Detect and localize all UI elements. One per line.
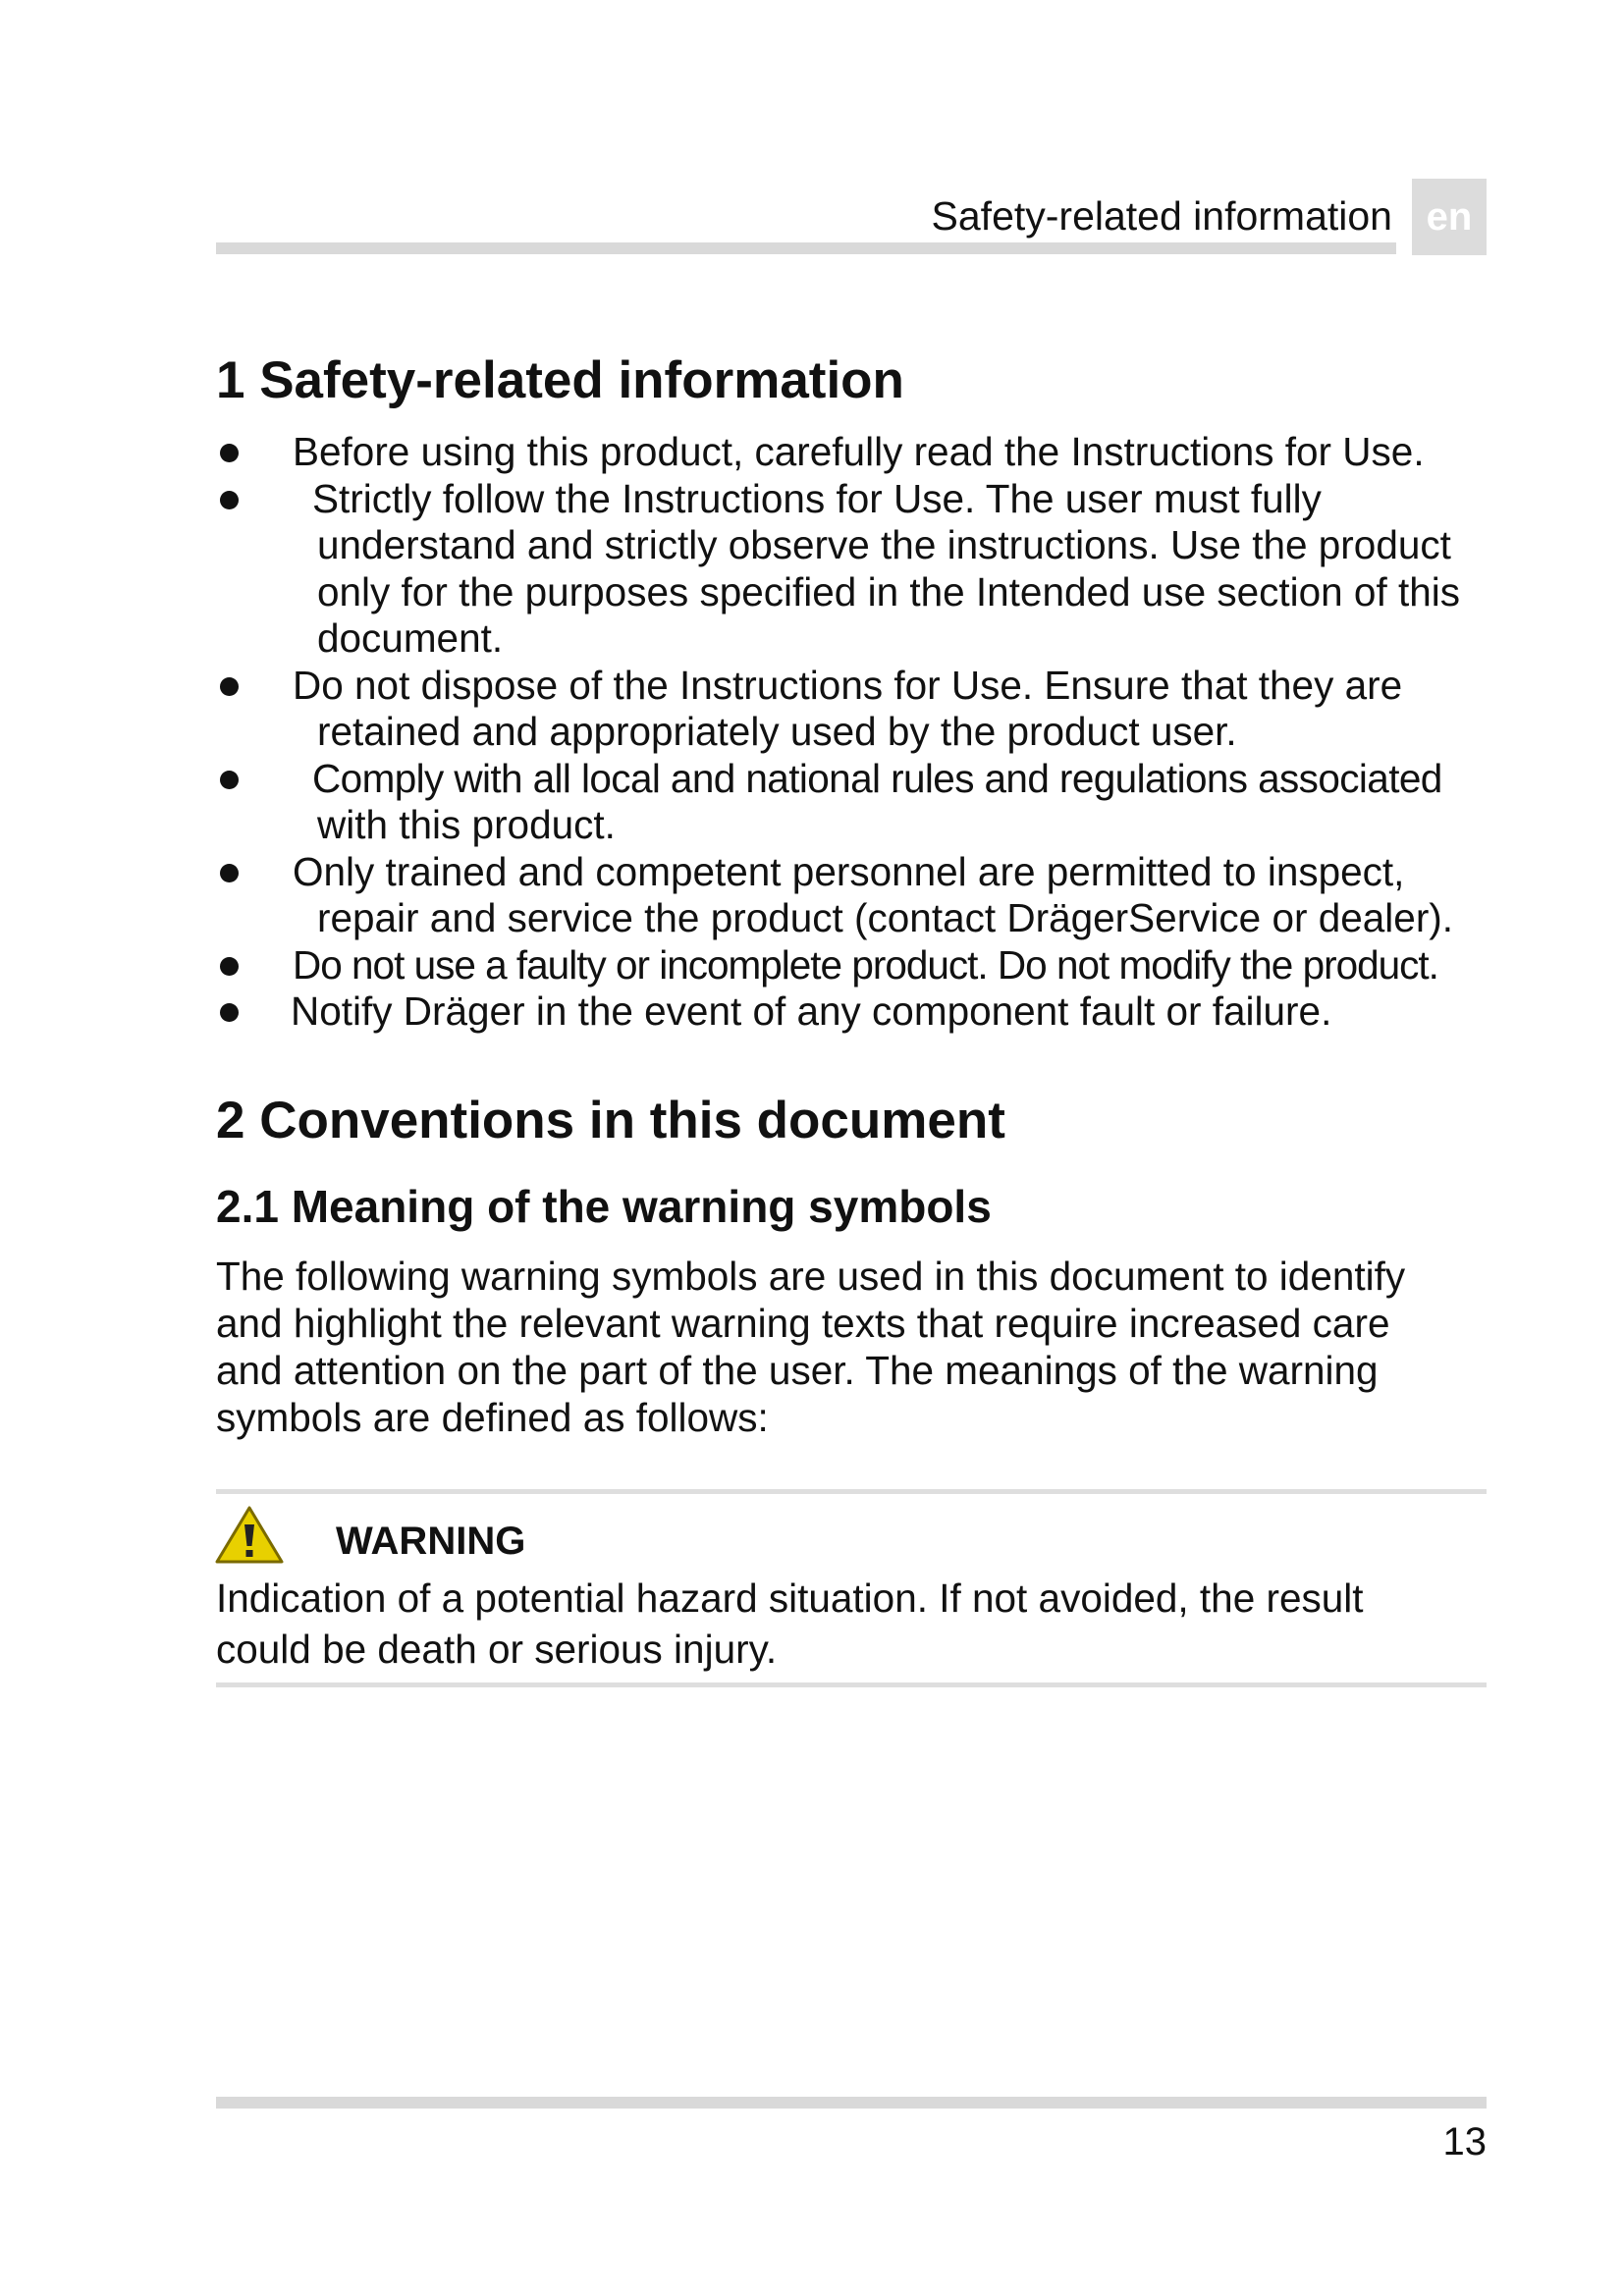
bullet-dot: [220, 491, 239, 509]
paragraph-line: The following warning symbols are used in this document to identify: [216, 1254, 1406, 1299]
bullet-dot: [220, 677, 239, 696]
paragraph-line: and highlight the relevant warning texts that require increased care: [216, 1301, 1390, 1346]
paragraph-line: symbols are defined as follows:: [216, 1395, 769, 1440]
bullet-line: Do not use a faulty or incomplete product. Do not modify the product.: [293, 941, 1438, 988]
bullet-line: repair and service the product (contact DrägerService or dealer).: [317, 895, 1454, 940]
warning-box-top-rule: [216, 1489, 1487, 1494]
bullet-line: Only trained and competent personnel are permitted to inspect,: [293, 848, 1405, 894]
section-1-heading: 1 Safety-related information: [216, 351, 904, 409]
bullet-line: only for the purposes specified in the Intended use section of this: [317, 568, 1460, 614]
bullet-dot: [220, 771, 239, 789]
section-2-heading: 2 Conventions in this document: [216, 1092, 1005, 1149]
bullet-dot: [220, 957, 239, 976]
safety-bullet-list: [216, 429, 1492, 1036]
bullet-line: Notify Dräger in the event of any component fault or failure.: [291, 988, 1332, 1034]
list-item: [216, 429, 1492, 476]
bullet-dot: [220, 864, 239, 882]
list-item: [216, 988, 1492, 1036]
running-header-title: Safety-related information: [931, 193, 1392, 239]
language-tab: en: [1412, 179, 1487, 255]
list-item: [216, 476, 1492, 663]
bullet-line: with this product.: [317, 802, 616, 847]
warning-text-line: could be death or serious injury.: [216, 1627, 778, 1672]
warning-symbols-intro: [216, 1253, 1492, 1441]
paragraph-line: and attention on the part of the user. The meanings of the warning: [216, 1348, 1379, 1393]
list-item: [216, 663, 1492, 756]
bullet-line: retained and appropriately used by the product user.: [317, 709, 1237, 754]
warning-label: WARNING: [336, 1520, 526, 1563]
list-item: [216, 849, 1492, 942]
page-number: 13: [1442, 2120, 1487, 2163]
bullet-line: Before using this product, carefully read the Instructions for Use.: [293, 429, 1425, 474]
list-item: [216, 942, 1492, 989]
section-2-1-heading: 2.1 Meaning of the warning symbols: [216, 1181, 992, 1232]
warning-triangle-icon: [214, 1505, 285, 1566]
list-item: [216, 756, 1492, 849]
bullet-line: Do not dispose of the Instructions for Use. Ensure that they are: [293, 662, 1403, 708]
bullet-line: document.: [317, 615, 504, 661]
footer-rule: [216, 2097, 1487, 2109]
warning-description: [216, 1573, 1364, 1675]
bullet-line: Strictly follow the Instructions for Use. The user must fully: [312, 475, 1322, 521]
bullet-line: Comply with all local and national rules and regulations associated: [312, 755, 1442, 801]
bullet-line: understand and strictly observe the instructions. Use the product: [317, 522, 1451, 567]
bullet-dot: [220, 444, 239, 462]
warning-text-line: Indication of a potential hazard situation. If not avoided, the result: [216, 1575, 1364, 1621]
header-rule: [216, 242, 1396, 254]
bullet-dot: [220, 1003, 239, 1022]
warning-box-bottom-rule: [216, 1682, 1487, 1687]
